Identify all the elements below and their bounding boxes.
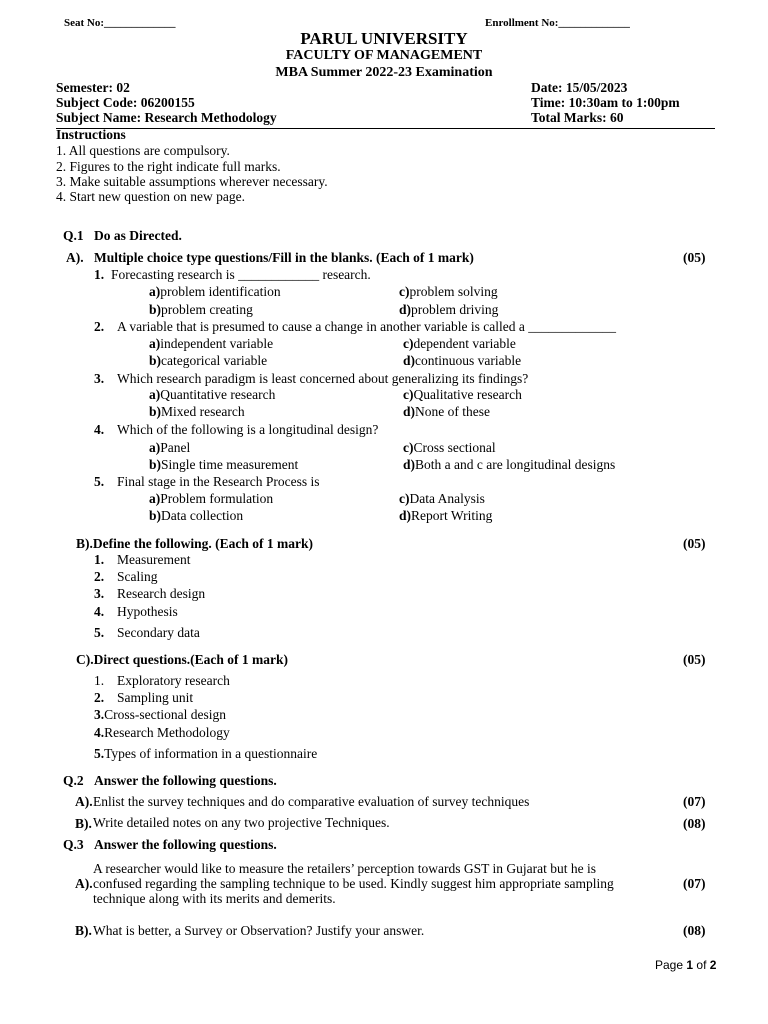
subject-code: Subject Code: 06200155 [56,95,195,110]
header-divider [56,128,715,129]
q3a-line: A researcher would like to measure the retailers’ perception towards GST in Gujarat but he is [93,861,596,876]
option-letter: b) [149,302,162,317]
option-text: problem driving [411,302,499,317]
mcq-option [149,491,273,507]
list-number: 4. [94,604,105,619]
option-text: independent variable [160,336,274,351]
mcq-option [149,404,245,420]
exam-date: Date: 15/05/2023 [531,80,628,95]
faculty-title: FACULTY OF MANAGEMENT [285,48,483,63]
option-letter: b) [149,404,162,419]
list-number: 5. [94,625,105,640]
list-item: Measurement [117,552,191,567]
list-number: 3. [94,707,105,722]
q1c-title: C).Direct questions.(Each of 1 mark) [76,652,288,667]
list-item [94,725,230,741]
mcq-question: A variable that is presumed to cause a change in another variable is called a _____________ [117,319,616,334]
total-marks: Total Marks: 60 [531,110,624,125]
list-item-text: Types of information in a questionnaire [104,746,318,761]
mcq-option [149,336,273,352]
list-number: 1. [94,673,105,688]
option-text: Quantitative research [160,387,276,402]
university-title: PARUL UNIVERSITY [300,29,468,48]
option-text: Both a and c are longitudinal designs [415,457,616,472]
page-word: Page [655,958,684,972]
instruction-item: 1. All questions are compulsory. [56,143,230,158]
list-item: Scaling [117,569,158,584]
mcq-question: Which research paradigm is least concerned about generalizing its findings? [117,371,529,386]
option-letter: b) [149,508,162,523]
mcq-number: 3. [94,371,105,386]
option-text: Single time measurement [161,457,299,472]
q1b-marks: (05) [683,536,706,551]
enrollment-no-field: Enrollment No:_____________ [485,17,630,29]
exam-time: Time: 10:30am to 1:00pm [531,95,680,110]
instruction-item: 2. Figures to the right indicate full marks. [56,159,281,174]
q2a-text: Enlist the survey techniques and do comparative evaluation of survey techniques [93,794,530,809]
page-indicator [655,957,716,973]
option-text: continuous variable [415,353,522,368]
q1c-marks: (05) [683,652,706,667]
option-text: dependent variable [413,336,516,351]
q2a-label: A). [75,794,93,809]
option-text: None of these [415,404,490,419]
instruction-item: 4. Start new question on new page. [56,189,245,204]
instructions-title: Instructions [56,127,126,142]
list-number: 5. [94,746,105,761]
option-letter: d) [403,457,416,472]
q3-title: Answer the following questions. [94,837,277,852]
mcq-option [399,491,485,507]
q3a-line: technique along with its merits and demerits. [93,891,336,906]
list-number: 4. [94,725,105,740]
list-number: 2. [94,690,105,705]
q2b-text: Write detailed notes on any two projective Techniques. [93,815,390,830]
option-letter: d) [403,404,416,419]
mcq-option [403,336,516,352]
list-number: 2. [94,569,105,584]
q2-label: Q.2 [63,773,84,788]
q3b-marks: (08) [683,923,706,938]
q1-label: Q.1 [63,228,84,243]
list-item-text: Research Methodology [104,725,230,740]
list-item [94,707,226,723]
mcq-number: 1. [94,267,105,282]
q1-title: Do as Directed. [94,228,182,243]
option-letter: c) [403,336,414,351]
list-item: Exploratory research [117,673,230,688]
option-text: Qualitative research [413,387,522,402]
subject-name: Subject Name: Research Methodology [56,110,277,125]
mcq-option [149,284,281,300]
q1a-label: A). [66,250,84,265]
mcq-option [403,387,522,403]
option-letter: b) [149,457,162,472]
q1a-title: Multiple choice type questions/Fill in the blanks. (Each of 1 mark) [94,250,474,265]
q1a-marks: (05) [683,250,706,265]
mcq-option [149,440,190,456]
q3a-marks: (07) [683,876,706,891]
mcq-question: Forecasting research is ____________ research. [111,267,371,282]
of-word: of [696,958,707,972]
mcq-number: 2. [94,319,105,334]
q2a-marks: (07) [683,794,706,809]
mcq-option [399,508,492,524]
mcq-option [149,508,243,524]
list-item: Sampling unit [117,690,194,705]
list-item: Hypothesis [117,604,178,619]
q2-title: Answer the following questions. [94,773,277,788]
option-text: Cross sectional [413,440,496,455]
list-item: Secondary data [117,625,200,640]
mcq-option [403,353,521,369]
mcq-option [403,457,615,473]
option-text: Panel [160,440,191,455]
option-text: Report Writing [411,508,493,523]
option-letter: d) [399,508,412,523]
option-letter: c) [399,284,410,299]
mcq-option [399,302,498,318]
option-letter: a) [149,284,161,299]
mcq-option [403,404,490,420]
instruction-item: 3. Make suitable assumptions wherever necessary. [56,174,328,189]
mcq-number: 5. [94,474,105,489]
mcq-question: Which of the following is a longitudinal design? [117,422,379,437]
mcq-question: Final stage in the Research Process is [117,474,320,489]
mcq-number: 4. [94,422,105,437]
list-number: 1. [94,552,105,567]
option-letter: d) [399,302,412,317]
option-text: Data collection [161,508,244,523]
option-text: Problem formulation [160,491,274,506]
mcq-option [149,302,253,318]
q3a-line: confused regarding the sampling technique to be used. Kindly suggest him appropriate sampling [93,876,614,891]
option-letter: a) [149,491,161,506]
option-letter: b) [149,353,162,368]
page-number: 1 [686,958,694,972]
list-item [94,746,317,762]
list-item: Research design [117,586,206,601]
option-text: problem identification [160,284,281,299]
option-letter: a) [149,387,161,402]
option-letter: a) [149,440,161,455]
semester: Semester: 02 [56,80,130,95]
seat-no-field: Seat No:_____________ [64,17,176,29]
option-letter: c) [399,491,410,506]
q3a-label: A). [75,876,93,891]
q3-label: Q.3 [63,837,84,852]
option-text: categorical variable [161,353,268,368]
option-text: Data Analysis [409,491,485,506]
mcq-option [149,387,275,403]
q3b-text: What is better, a Survey or Observation? Justify your answer. [93,923,425,938]
mcq-option [399,284,498,300]
option-letter: c) [403,440,414,455]
option-letter: a) [149,336,161,351]
mcq-option [149,353,267,369]
option-text: problem creating [161,302,253,317]
q2b-marks: (08) [683,816,706,831]
q3b-label: B). [75,923,92,938]
page-total: 2 [709,958,717,972]
list-item-text: Cross-sectional design [104,707,226,722]
option-text: Mixed research [161,404,245,419]
option-letter: d) [403,353,416,368]
list-number: 3. [94,586,105,601]
exam-title: MBA Summer 2022-23 Examination [275,65,493,80]
q2b-label: B). [75,816,92,831]
mcq-option [403,440,496,456]
mcq-option [149,457,298,473]
option-letter: c) [403,387,414,402]
option-text: problem solving [409,284,498,299]
q1b-title: B).Define the following. (Each of 1 mark) [76,536,313,551]
